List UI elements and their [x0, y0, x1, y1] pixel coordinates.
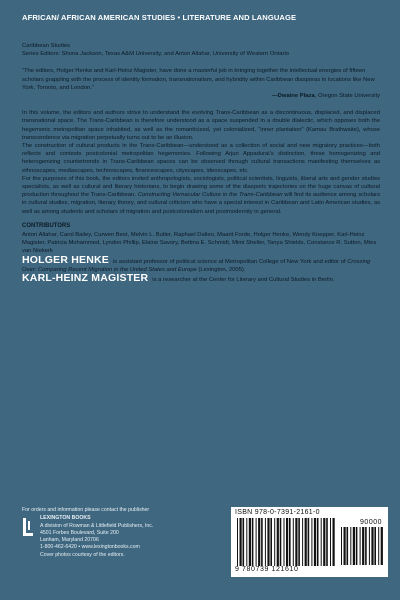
barcode-bar — [265, 518, 266, 566]
barcode-bar — [267, 518, 269, 566]
barcode-bar — [246, 518, 247, 566]
barcode-bar — [317, 518, 319, 566]
barcode-bar — [305, 518, 307, 566]
barcode-bar — [360, 527, 361, 565]
barcode-bar — [293, 518, 294, 566]
publisher-address: 4501 Forbes Boulevard, Suite 200 — [40, 529, 119, 536]
publisher-contact: 1-800-462-6420 • www.lexingtonbooks.com — [40, 544, 140, 551]
barcode-bar — [286, 518, 288, 566]
contributors-heading: CONTRIBUTORS — [22, 222, 71, 229]
barcode-bar — [249, 518, 251, 566]
bio-henke-name: HOLGER HENKE — [22, 253, 109, 266]
quote-text: “The editors, Holger Henke and Karl-Heinz Magister, have done a masterful job in bringing together the intellectual energies of fifteen scholars grappling with the process of identity formation, transnationalism, and hybridity within Caribbean diasporas in locations like New York, Toronto, and London.” — [22, 68, 375, 91]
quote-affiliation: , Oregon State University — [314, 93, 380, 100]
barcode-bar — [344, 527, 346, 565]
lexington-logo-icon — [22, 517, 34, 537]
quote-attribution — [22, 92, 380, 100]
barcode-bar — [326, 518, 328, 566]
barcode-bar — [321, 518, 322, 566]
series-editors: Series Editors: Shona Jackson, Texas A&M University, and Anton Allahar, University of Western Ontario — [22, 51, 289, 58]
publisher-city: Lanham, Maryland 20706 — [40, 537, 99, 544]
barcode-bar — [381, 527, 383, 565]
barcode-bar — [274, 518, 275, 566]
barcode-bar — [252, 518, 254, 566]
barcode-bar — [378, 527, 379, 565]
paragraph-3-end: will find its audience among scholars in cultural studies, migration, literary theory, and cultural criticism who have a special interest in Caribbean and Latin American studies, as well as among students and scholars of migration and postcolonialism and postmodernity in general. — [22, 192, 380, 215]
barcode-bar — [323, 518, 325, 566]
barcode-bar — [369, 527, 370, 565]
description-paragraph-2: The construction of cultural products in the Trans-Caribbean—understood as a collection of social and new migratory practices—both reflects and contests postcolonial metropolitan hegemonies. Following Arjun Appadurai’s distinction, these homogenizing and heterogenizing countertrends in Trans-Caribbean spaces can be observed through cultural transactions manifesting themselves as ethnoscapes, mediascapes, technoscapes, financescapes, cityscapes, ideoscapes, etc. — [22, 143, 380, 174]
barcode-bar — [261, 518, 263, 566]
description-paragraph-1: In this volume, the editors and authors strive to understand the evolving Trans-Caribbean as a discontinuous, displaced, and displaced transnational space. The Trans-Caribbean is therefore understood as a space suspended in a double dialectic, which opposes both the hegemonic metropolitan space inhabited, as well as the romanticized, yet colonialized, “inner plantation” (Kamau Brathwaite), whose transcendence via migration perpetually turns out to be an illusion. — [22, 110, 380, 141]
quote-author: —Dwaine Plaza — [271, 93, 315, 100]
cover-photo-credit: Cover photos courtesy of the editors. — [40, 551, 125, 558]
series-info — [22, 42, 380, 58]
barcode-bar — [284, 518, 285, 566]
barcode-bar — [311, 518, 312, 566]
barcode-bar — [302, 518, 303, 566]
barcode-bar — [350, 527, 351, 565]
ean-digits: 9 780739 121610 — [235, 566, 299, 573]
bio-magister-text: is a researcher at the Center for Literary and Cultural Studies in Berlin. — [152, 277, 335, 284]
barcode-bar — [280, 518, 282, 566]
book-title: Constructing Vernacular Culture in the Trans-Caribbean — [137, 192, 283, 199]
endorsement-quote — [22, 67, 380, 100]
barcode-bar — [295, 518, 297, 566]
series-name: Caribbean Studies — [22, 43, 71, 49]
barcode-bar — [270, 518, 272, 566]
barcode-bar — [298, 518, 300, 566]
contributors-list: Anton Allahar, Carol Bailey, Curwen Best, Melvin L. Butler, Raphael Dalleo, Maarit Forde, Holger Henke, Wendy Knepper, Karl-Heinz Magister, Patricia Mohammed, Lyndon Phillip, Elaine Savory, Bettina E. Schmidt, Mimi Sheller, Tanya Shields, Constance R. Sutton, Mies van Niekerk — [22, 232, 377, 255]
barcode-bar — [353, 527, 355, 565]
paragraph-3-start: For the purposes of this book, the editors invited anthropologists, sociologists, political scientists, linguists, liberal arts and gender studies specialists, as well as cultural and literary historians, to begin drawing some of the diasporic trajectories on the huge canvas of cultural production throughout the Trans-Caribbean. — [22, 175, 380, 199]
barcode-bar — [289, 518, 291, 566]
barcode-bar — [237, 518, 238, 566]
barcode-bar — [240, 518, 242, 566]
description-paragraph-3 — [22, 175, 380, 216]
addon-barcode-bars — [341, 527, 383, 565]
publisher-division: A division of Rowman & Littlefield Publishers, Inc. — [40, 522, 154, 529]
bio-henke-text-start: is assistant professor of political science at Metropolitan College of New York and editor of — [113, 258, 348, 265]
barcode-bar — [333, 518, 335, 566]
barcode-bar — [374, 527, 376, 565]
barcode-bar — [365, 527, 367, 565]
bio-henke-book: Crossing Over: Comparing Recent Migration in the United States and Europe — [22, 258, 371, 273]
category-header: AFRICAN/ AFRICAN AMERICAN STUDIES • LITERATURE AND LANGUAGE — [22, 13, 297, 22]
publisher-orders-line: For orders and information please contact the publisher — [22, 507, 150, 513]
bio-henke-text-end: (Lexington, 2005). — [196, 266, 246, 273]
barcode-bar — [330, 518, 331, 566]
price-code: 90000 — [360, 519, 382, 526]
barcode-bar — [314, 518, 316, 566]
barcode-bar — [258, 518, 260, 566]
publisher-name: LEXINGTON BOOKS — [40, 515, 91, 522]
cover-copy — [22, 42, 380, 284]
bio-magister-name: KARL-HEINZ MAGISTER — [22, 272, 149, 285]
barcode-bar — [356, 527, 358, 565]
barcode-bar — [347, 527, 349, 565]
barcode-bar — [341, 527, 342, 565]
barcode-bar — [256, 518, 257, 566]
barcode — [231, 507, 388, 577]
barcode-bar — [277, 518, 279, 566]
barcode-bar — [243, 518, 245, 566]
bio-magister — [22, 274, 380, 284]
barcode-bar — [362, 527, 364, 565]
isbn-number: ISBN 978-0-7391-2161-0 — [235, 509, 320, 516]
ean-barcode-bars — [237, 518, 337, 566]
barcode-bar — [308, 518, 310, 566]
barcode-bar — [371, 527, 373, 565]
publisher-info — [22, 507, 222, 559]
